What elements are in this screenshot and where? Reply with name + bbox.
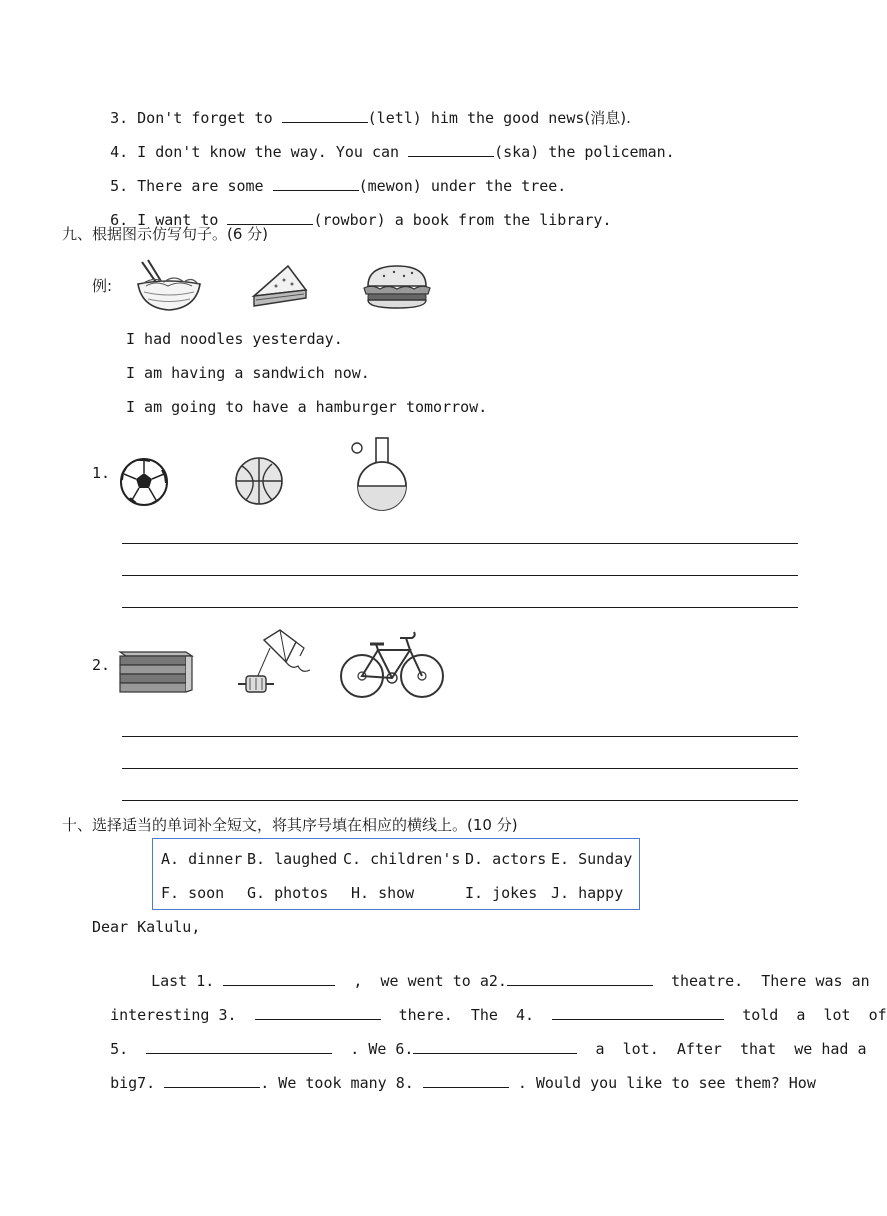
- letter-salutation: Dear Kalulu,: [92, 918, 201, 936]
- basketball-icon: [232, 456, 286, 506]
- option-j: J. happy: [551, 884, 624, 902]
- question-6: 6. I want to (rowbor) a book from the library.: [110, 211, 612, 229]
- noodles-bowl-icon: [134, 258, 204, 314]
- question-4: 4. I don't know the way. You can (ska) the policeman.: [110, 143, 675, 161]
- hamburger-icon: [360, 262, 434, 312]
- answer-line-q2-1[interactable]: [122, 736, 798, 737]
- section-10-heading: 十、选择适当的单词补全短文，将其序号填在相应的横线上。(10 分): [62, 816, 518, 834]
- q2-label: 2.: [92, 656, 111, 674]
- answer-line-q1-2[interactable]: [122, 575, 798, 576]
- passage-line-1: Last 1. , we went to a2. theatre. There was an: [151, 972, 870, 990]
- example-sentence-3: I am going to have a hamburger tomorrow.: [126, 398, 488, 416]
- option-f: F. soon: [161, 884, 225, 902]
- answer-blank[interactable]: [273, 176, 359, 191]
- word-bank-box: [152, 838, 640, 910]
- option-g: G. photos: [247, 884, 329, 902]
- books-stack-icon: [116, 646, 196, 698]
- example-sentence-1: I had noodles yesterday.: [126, 330, 343, 348]
- answer-line-q1-1[interactable]: [122, 543, 798, 544]
- passage-blank-1[interactable]: [223, 971, 335, 986]
- passage-blank-2[interactable]: [507, 971, 653, 986]
- option-i: I. jokes: [465, 884, 538, 902]
- answer-blank[interactable]: [408, 142, 494, 157]
- answer-blank[interactable]: [282, 108, 368, 123]
- bicycle-icon: [338, 628, 448, 702]
- passage-line-2: interesting 3. there. The 4. told a lot of: [110, 1006, 887, 1024]
- soccer-ball-icon: [118, 456, 170, 508]
- option-e: E. Sunday: [551, 850, 633, 868]
- passage-blank-3[interactable]: [255, 1005, 381, 1020]
- kite-icon: [230, 626, 320, 698]
- option-h: H. show: [351, 884, 415, 902]
- passage-blank-7[interactable]: [164, 1073, 260, 1088]
- question-3: 3. Don't forget to (letl) him the good news(消息).: [110, 109, 631, 127]
- example-label: 例:: [92, 277, 113, 295]
- sandwich-icon: [248, 262, 310, 312]
- answer-line-q2-2[interactable]: [122, 768, 798, 769]
- section-9-heading: 九、根据图示仿写句子。(6 分): [62, 225, 269, 243]
- example-sentence-2: I am having a sandwich now.: [126, 364, 370, 382]
- passage-blank-8[interactable]: [423, 1073, 509, 1088]
- answer-line-q2-3[interactable]: [122, 800, 798, 801]
- answer-line-q1-3[interactable]: [122, 607, 798, 608]
- passage-line-3: 5. . We 6. a lot. After that we had a: [110, 1040, 867, 1058]
- passage-blank-6[interactable]: [413, 1039, 577, 1054]
- passage-line-4: big7. . We took many 8. . Would you like to see them? How: [110, 1074, 816, 1092]
- q1-label: 1.: [92, 464, 111, 482]
- option-a: A. dinner: [161, 850, 243, 868]
- option-b: B. laughed: [247, 850, 338, 868]
- option-c: C. children's: [343, 850, 461, 868]
- answer-blank[interactable]: [227, 210, 313, 225]
- option-d: D. actors: [465, 850, 547, 868]
- ping-pong-icon: [350, 436, 414, 514]
- question-5: 5. There are some (mewon) under the tree.: [110, 177, 567, 195]
- passage-blank-5[interactable]: [146, 1039, 332, 1054]
- passage-blank-4[interactable]: [552, 1005, 724, 1020]
